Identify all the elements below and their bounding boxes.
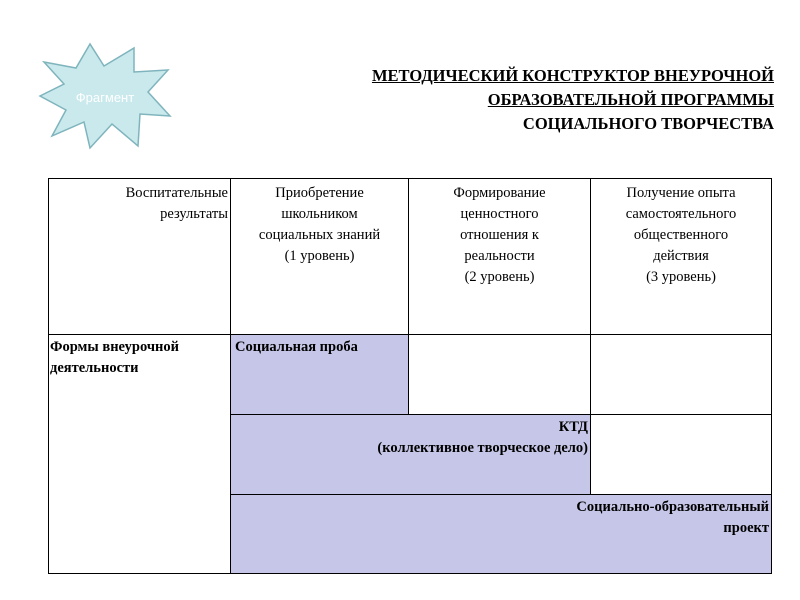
form-project-label: Социально-образовательный проект	[576, 499, 769, 536]
header-level-3: Получение опыта самостоятельного общественного действия (3 уровень)	[625, 185, 737, 285]
constructor-table	[48, 178, 772, 574]
row-label-forms: Формы внеурочной деятельности	[50, 339, 179, 376]
header-results: Воспитательные результаты	[125, 185, 228, 222]
grid-line	[49, 334, 771, 335]
title-line-1: МЕТОДИЧЕСКИЙ КОНСТРУКТОР ВНЕУРОЧНОЙ	[371, 66, 774, 85]
title-line-2: ОБРАЗОВАТЕЛЬНОЙ ПРОГРАММЫ	[487, 90, 774, 109]
grid-line	[230, 494, 771, 495]
title-line-3: СОЦИАЛЬНОГО ТВОРЧЕСТВА	[522, 114, 774, 133]
form-ktd-label: КТД (коллективное творческое дело)	[377, 419, 588, 456]
form-social-trial-label: Социальная проба	[235, 339, 358, 355]
fragment-badge	[38, 40, 172, 152]
header-level-2: Формирование ценностного отношения к реальности (2 уровень)	[453, 185, 546, 285]
header-level-1: Приобретение школьником социальных знаний (1 уровень)	[258, 185, 381, 264]
page-title	[214, 64, 774, 136]
fragment-label: Фрагмент	[75, 90, 135, 105]
grid-line	[230, 414, 771, 415]
